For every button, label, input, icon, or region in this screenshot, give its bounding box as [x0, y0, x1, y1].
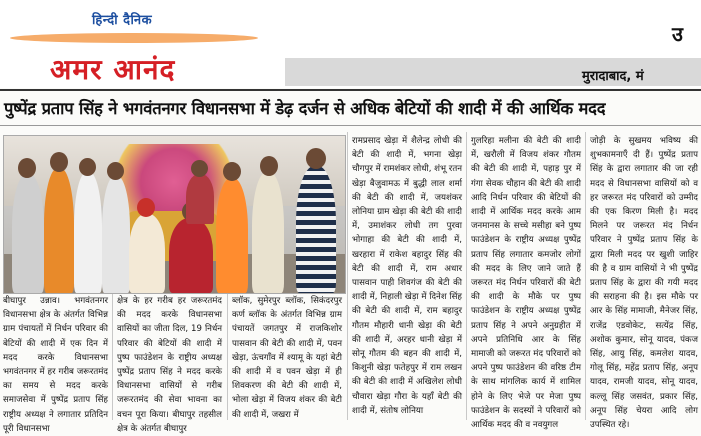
masthead-rule: [0, 89, 701, 91]
article-column-3: ब्लॉक, सुमेरपुर ब्लॉक, सिकंदरपुर कर्ण ब्लॉक के अंतर्गत विभिन्न ग्राम पंचायतें जगतपुर में राजकिशोर पासवान की बेटी की शादी में, पवन खेड़ा, ऊंचगाँव में श्यामू के यहां बेटी की शादी में व पवन खेड़ा में ही शिवकरण की बेटी की शादी में, भोला खेड़ा में विजय शंकर की बेटी की शादी में, जखरा में: [232, 296, 342, 420]
article-column-2: क्षेत्र के हर गरीब हर जरूरतमंद की मदद करके विधानसभा वासियों का जीता दिल, 19 निर्धन परिवार की बेटियों की शादी में पुष्प फाउंडेशन के राष्ट्रीय अध्यक्ष पुष्पेंद्र प्रताप सिंह ने मदद करके विधानसभा वासियों से गरीब जरूरतमंद की सेवा भावना का वचन पूरा किया। बीघापुर तहसील क्षेत्र के अंतर्गत बीघापुर: [117, 296, 222, 434]
column-divider: [112, 294, 113, 420]
column-divider: [347, 132, 348, 420]
masthead-swoosh: [10, 33, 258, 43]
column-divider: [227, 294, 228, 420]
newspaper-logo: अमर आनंद: [50, 53, 176, 86]
article-column-1: बीघापुर उन्नाव। भगवंतनगर विधानसभा क्षेत्र के अंतर्गत विभिन्न ग्राम पंचायतों में निर्धन परिवार की बेटियों की शादी में एक दिन में मदद करके विधानसभा भगवंतनगर में हर गरीब जरूरतमंद का समय से मदद करके समाजसेवा में पुष्पेंद्र प्रताप सिंह राष्ट्रीय अध्यक्ष ने लगातार प्रतिदिन पूरी विधानसभा: [3, 296, 108, 434]
article-column-6: जोड़ी के सुखमय भविष्य की शुभकामनाएँ दी हैं। पुष्पेंद्र प्रताप सिंह के द्वारा लगातार की जा रही मदद से विधानसभा वासियों को व हर जरूरत मंद परिवारों को उम्मीद की एक किरण मिली है। मदद मिलने पर जरूरत मंद निर्धन परिवार ने पुष्पेंद्र प्रताप सिंह के द्वारा मिली मदद पर खुशी जाहिर की है व ग्राम वासियों ने भी पुष्पेंद्र प्रताप सिंह के द्वारा की गयी मदद की सराहना की है। इस मौके पर आर के सिंह मामाजी, मैनेजर सिंह, राजेंद्र एडवोकेट, सत्येंद्र सिंह, अशोक कुमार, सोनू यादव, पंकज सिंह, आयु सिंह, कमलेश यादव, गोलू सिंह, महेंद्र प्रताप सिंह, अनूप यादव, रामजी यादव, सोनू यादव, कल्लू सिंह जसवंत, प्रकार सिंह, अनूप सिंह चेयरा आदि लोग उपस्थित रहे।: [590, 136, 698, 431]
column-divider: [466, 132, 467, 420]
article-headline: पुष्पेंद्र प्रताप सिंह ने भगवंतनगर विधानसभा में डेढ़ दर्जन से अधिक बेटियों की शादी में की आर्थिक मदद: [4, 99, 606, 118]
masthead-right-text: उ: [672, 22, 683, 46]
tagline: हिन्दी दैनिक: [92, 13, 153, 28]
article-column-5: गुलरिहा मलीना की बेटी की शादी में, खरौली में विजय शंकर गौतम की बेटी की शादी में, पहाड़ पुर में गंगा सेवक चौहान की बेटी की शादी आदि निर्धन परिवार की बेटियों की शादी में आर्थिक मदद करके आम जनमानस के सच्चे मसीहा बने पुष्प फाउंडेशन के राष्ट्रीय अध्यक्ष पुष्पेंद्र प्रताप सिंह लगातार कमजोर लोगों की मदद के लिए जाने जाते हैं जरूरत मंद निर्धन परिवारों की बेटी की शादी के मौके पर पुष्प फाउंडेशन के राष्ट्रीय अध्यक्ष पुष्पेंद्र प्रताप सिंह ने अपने अनुग्रहीत में अपने प्रतिनिधि आर के सिंह मामाजी को जरूरत मंद परिवारों को अपने पुष्प फाउंडेशन की वरिष्ठ टीम के साथ मांगलिक कार्य में शामिल होने के लिए भेजे पर मेजा पुष्प फाउंडेशन के सदस्यों ने परिवारों को आर्थिक मदद की व नवयुगल: [471, 136, 581, 431]
headline-rule: [0, 125, 701, 126]
article-photo: [3, 135, 346, 294]
article-column-4: रामप्रसाद खेड़ा में शैलेन्द्र लोधी की बेटी की शादी में, भगना खेड़ा चौगपुर में रामशंकर लोधी, शंभू रतन खेड़ा बैजुवामऊ में बुद्धी लाल शर्मा की बेटी की शादी में, जयशंकर लोनिया ग्राम खेड़ा की बेटी की शादी में, उमाशंकर लोधी तग पुरवा भोगाहा की बेटी की शादी में, खरहारा में राकेश बहादुर सिंह की बेटी की शादी में, राम अधार पासवान पाही शिवगंज की बेटी की शादी में, निहाली खेड़ा में दिनेश सिंह की बेटी की शादी में, राम बहादुर गौतम मौहारी धानी खेड़ा की बेटी की शादी में, अरहर धानी खेड़ा में सोनू गौतम की बहन की शादी में, किशुनी खेड़ा फतेहपुर में राम लखन की बेटी की शादी में अखिलेश लोधी चौवारा खेड़ा गौरा के यहाँ बेटी की शादी में, संतोष लोनिया: [352, 136, 462, 416]
column-divider: [585, 132, 586, 420]
dateline: मुरादाबाद, मं: [582, 69, 644, 84]
